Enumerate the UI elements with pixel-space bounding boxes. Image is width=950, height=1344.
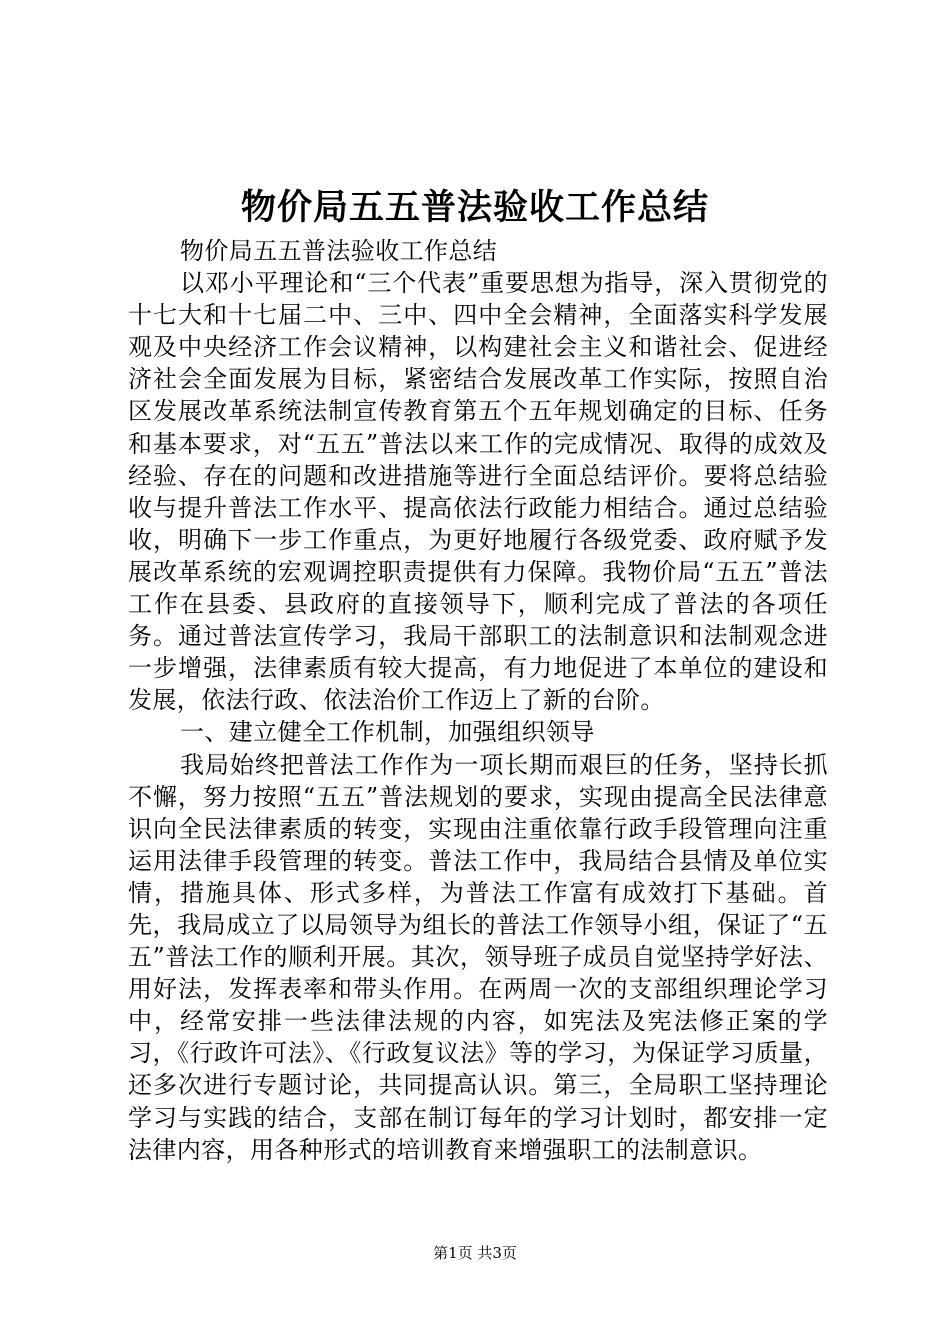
paragraph-section-1: 我局始终把普法工作作为一项长期而艰巨的任务，坚持长抓不懈，努力按照“五五”普法规划的要求，实现由提高全民法律意识向全民法律素质的转变，实现由注重依靠行政手段管理向注重运用法律手段管理的转变。普法工作中，我局结合县情及单位实情，措施具体、形式多样，为普法工作富有成效打下基础。首先，我局成立了以局领导为组长的普法工作领导小组，保证了“五五”普法工作的顺利开展。其次，领导班子成员自觉坚持学好法、用好法，发挥表率和带头作用。在两周一次的支部组织理论学习中，经常安排一些法律法规的内容，如宪法及宪法修正案的学习，《行政许可法》、《行政复议法》等的学习，为保证学习质量，还多次进行专题讨论，共同提高认识。第三，全局职工坚持理论学习与实践的结合，支部在制订每年的学习计划时，都安排一定法律内容，用各种形式的培训教育来增强职工的法制意识。 (128, 750, 828, 1164)
paragraph-subtitle: 物价局五五普法验收工作总结 (180, 237, 498, 265)
paragraph-intro: 以邓小平理论和“三个代表”重要思想为指导，深入贯彻党的十七大和十七届二中、三中、四中全会精神，全面落实科学发展观及中央经济工作会议精神，以构建社会主义和谐社会、促进经济社会全面发展为目标，紧密结合发展改革工作实际，按照自治区发展改革系统法制宣传教育第五个五年规划确定的目标、任务和基本要求，对“五五”普法以来工作的完成情况、取得的成效及经验、存在的问题和改进措施等进行全面总结评价。要将总结验收与提升普法工作水平、提高依法行政能力相结合。通过总结验收，明确下一步工作重点，为更好地履行各级党委、政府赋予发展改革系统的宏观调控职责提供有力保障。我物价局“五五”普法工作在县委、县政府的直接领导下，顺利完成了普法的各项任务。通过普法宣传学习，我局干部职工的法制意识和法制观念进一步增强，法律素质有较大提高，有力地促进了本单位的建设和发展，依法行政、依法治价工作迈上了新的台阶。 (128, 269, 828, 715)
page-number-footer: 第1页 共3页 (433, 1244, 517, 1262)
section-heading-1: 一、建立健全工作机制，加强组织领导 (180, 718, 595, 747)
document-title: 物价局五五普法验收工作总结 (240, 187, 709, 228)
document-body (128, 235, 828, 1166)
